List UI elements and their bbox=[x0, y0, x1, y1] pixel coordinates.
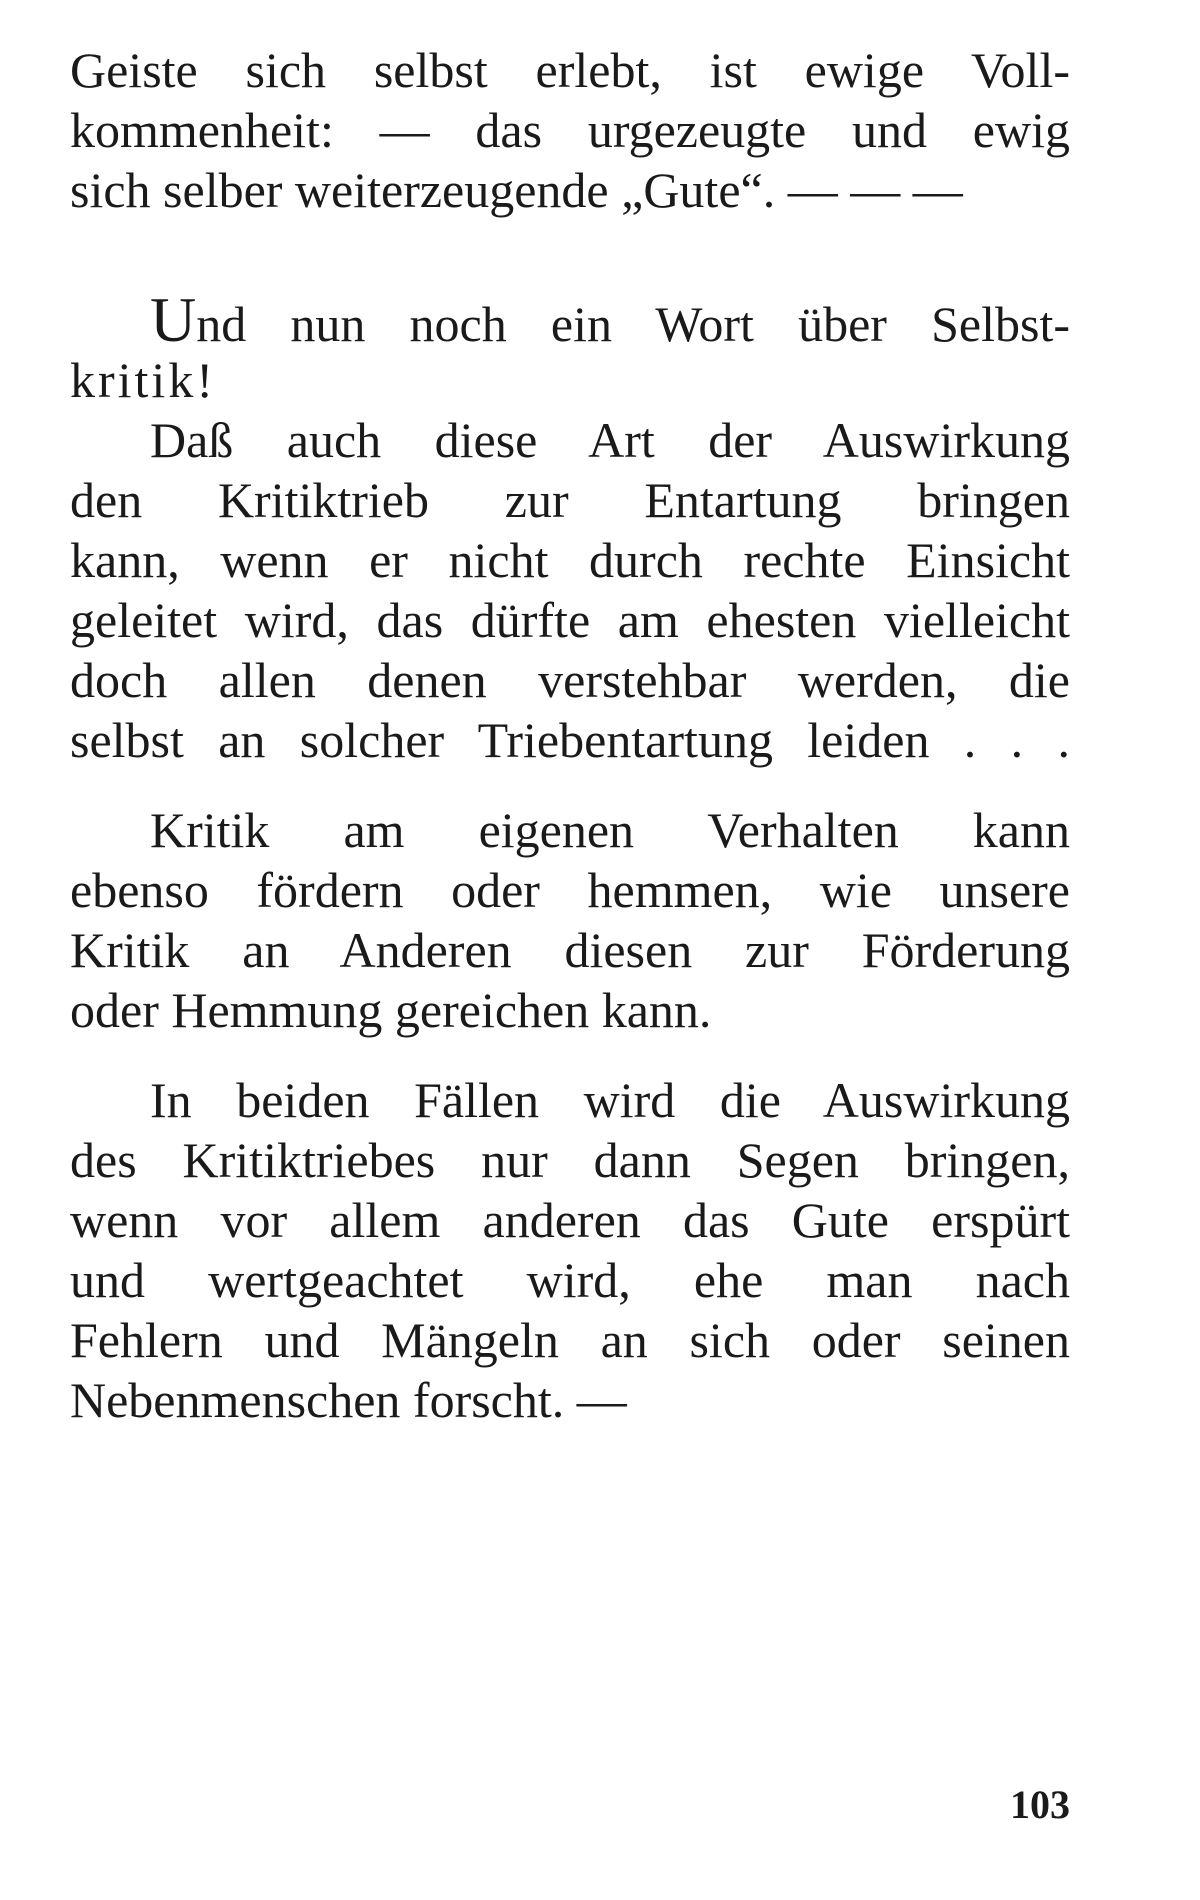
text-line-rest: nd nun noch ein Wort über Selbst- bbox=[196, 296, 1070, 352]
text-line: Kritik an Anderen diesen zur Förderung bbox=[70, 922, 1070, 978]
paragraph-start-line bbox=[150, 284, 1070, 355]
text-line: ebenso fördern oder hemmen, wie unsere bbox=[70, 862, 1070, 918]
text-line: kritik! bbox=[70, 352, 216, 408]
text-line: den Kritiktrieb zur Entartung bringen bbox=[70, 472, 1070, 528]
text-line: kommenheit: — das urgezeugte und ewig bbox=[70, 102, 1070, 158]
text-line: und wertgeachtet wird, ehe man nach bbox=[70, 1252, 1070, 1308]
text-line: Geiste sich selbst erlebt, ist ewige Voll- bbox=[70, 42, 1070, 98]
text-line: wenn vor allem anderen das Gute erspürt bbox=[70, 1192, 1070, 1248]
text-line: Nebenmenschen forscht. — bbox=[70, 1372, 627, 1428]
text-line: geleitet wird, das dürfte am ehesten vielleicht bbox=[70, 592, 1070, 648]
page-number: 103 bbox=[1010, 1782, 1070, 1827]
text-line: Daß auch diese Art der Auswirkung bbox=[150, 412, 1070, 468]
text-line: doch allen denen verstehbar werden, die bbox=[70, 652, 1070, 708]
text-line: In beiden Fällen wird die Auswirkung bbox=[150, 1072, 1070, 1128]
text-line: des Kritiktriebes nur dann Segen bringen, bbox=[70, 1132, 1070, 1188]
book-page bbox=[70, 0, 1070, 1900]
text-line: oder Hemmung gereichen kann. bbox=[70, 982, 712, 1038]
text-line: selbst an solcher Triebentartung leiden . . . bbox=[70, 712, 1070, 768]
text-line: Fehlern und Mängeln an sich oder seinen bbox=[70, 1312, 1070, 1368]
text-line: Kritik am eigenen Verhalten kann bbox=[150, 802, 1070, 858]
text-line: kann, wenn er nicht durch rechte Einsicht bbox=[70, 532, 1070, 588]
initial-letter: U bbox=[150, 284, 197, 355]
text-line: sich selber weiterzeugende „Gute“. — — — bbox=[70, 162, 963, 218]
